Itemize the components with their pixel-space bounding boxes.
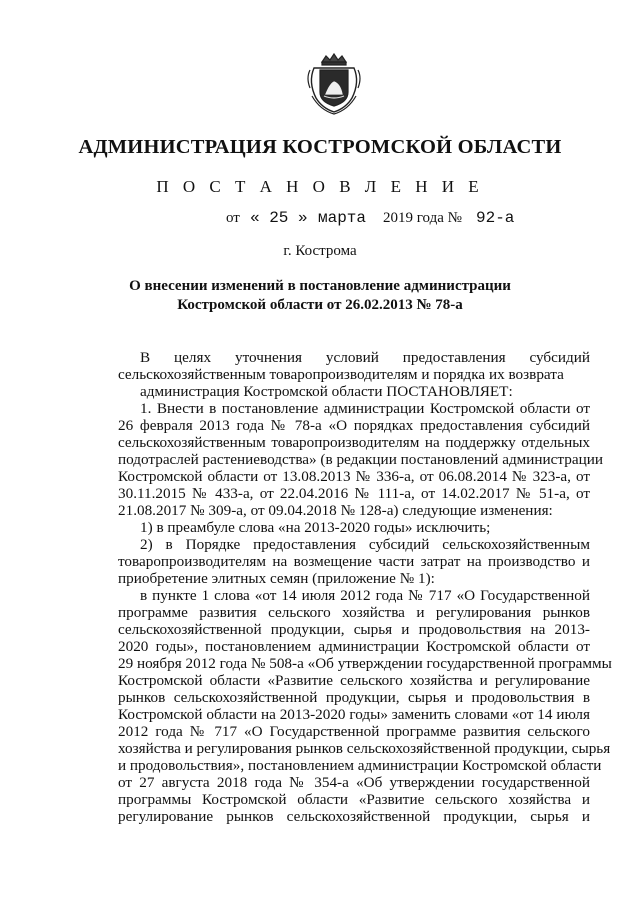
date-day: « 25 » xyxy=(250,209,308,227)
body-line: Костромской области от 13.08.2013 № 336-а, от 06.08.2014 № 323-а, от xyxy=(118,468,590,485)
body-line: 29 ноября 2012 года № 508-а «Об утверждении государственной программы xyxy=(118,655,612,672)
body-line: подотраслей растениеводства» (в редакции постановлений администрации xyxy=(118,451,603,468)
body-line: товаропроизводителям на возмещение части затрат на производство и xyxy=(118,553,590,570)
body-line: администрация Костромской области ПОСТАНОВЛЯЕТ: xyxy=(140,383,513,400)
body-line: сельскохозяйственной продукции, сырья и продовольствия на 2013- xyxy=(118,621,590,638)
body-line: программы Костромской области «Развитие сельского хозяйства и xyxy=(118,791,590,808)
body-line: сельскохозяйственным товаропроизводителям на поддержку отдельных xyxy=(118,434,590,451)
organization-name: АДМИНИСТРАЦИЯ КОСТРОМСКОЙ ОБЛАСТИ xyxy=(78,136,562,158)
city: г. Кострома xyxy=(283,243,357,259)
body-line: 1) в преамбуле слова «на 2013-2020 годы» исключить; xyxy=(140,519,491,536)
body-line: 21.08.2017 № 309-а, от 09.04.2018 № 128-а) следующие изменения: xyxy=(118,502,553,519)
body-line: и продовольствия», постановлением администрации Костромской области xyxy=(118,757,602,774)
body-line: 2012 года № 717 «О Государственной программе развития сельского xyxy=(118,723,590,740)
body-line: 26 февраля 2013 года № 78-а «О порядках предоставления субсидий xyxy=(118,417,590,434)
coat-of-arms-emblem xyxy=(300,48,368,116)
body-line: в пункте 1 слова «от 14 июля 2012 года № 717 «О Государственной xyxy=(140,587,590,604)
date-prefix: от xyxy=(226,210,240,226)
body-line: программе развития сельского хозяйства и регулирования рынков xyxy=(118,604,590,621)
body-line: Костромской области «Развитие сельского хозяйства и регулирование xyxy=(118,672,590,689)
body-line: рынков сельскохозяйственной продукции, сырья и продовольствия в xyxy=(118,689,590,706)
body-line: хозяйства и регулирования рынков сельскохозяйственной продукции, сырья xyxy=(118,740,611,757)
body-line: приобретение элитных семян (приложение № 1): xyxy=(118,570,435,587)
body-line: сельскохозяйственным товаропроизводителям и порядка их возврата xyxy=(118,366,564,383)
document-type: П О С Т А Н О В Л Е Н И Е xyxy=(156,177,484,196)
body-line: В целях уточнения условий предоставления субсидий xyxy=(140,349,590,366)
date-year: 2019 года № xyxy=(383,210,462,226)
document-number: 92-а xyxy=(476,209,515,227)
date-month: марта xyxy=(318,209,367,227)
title-line: Костромской области от 26.02.2013 № 78-а xyxy=(177,297,463,313)
body-line: 2020 годы», постановлением администрации Костромской области от xyxy=(118,638,590,655)
body-line: 30.11.2015 № 433-а, от 22.04.2016 № 111-а, от 14.02.2017 № 51-а, от xyxy=(118,485,590,502)
body-line: 1. Внести в постановление администрации Костромской области от xyxy=(140,400,590,417)
body-line: от 27 августа 2018 года № 354-а «Об утверждении государственной xyxy=(118,774,590,791)
body-line: 2) в Порядке предоставления субсидий сельскохозяйственным xyxy=(140,536,590,553)
title-line: О внесении изменений в постановление администрации xyxy=(129,278,511,294)
body-line: регулирование рынков сельскохозяйственной продукции, сырья и xyxy=(118,808,590,825)
body-line: Костромской области на 2013-2020 годы» заменить словами «от 14 июля xyxy=(118,706,590,723)
